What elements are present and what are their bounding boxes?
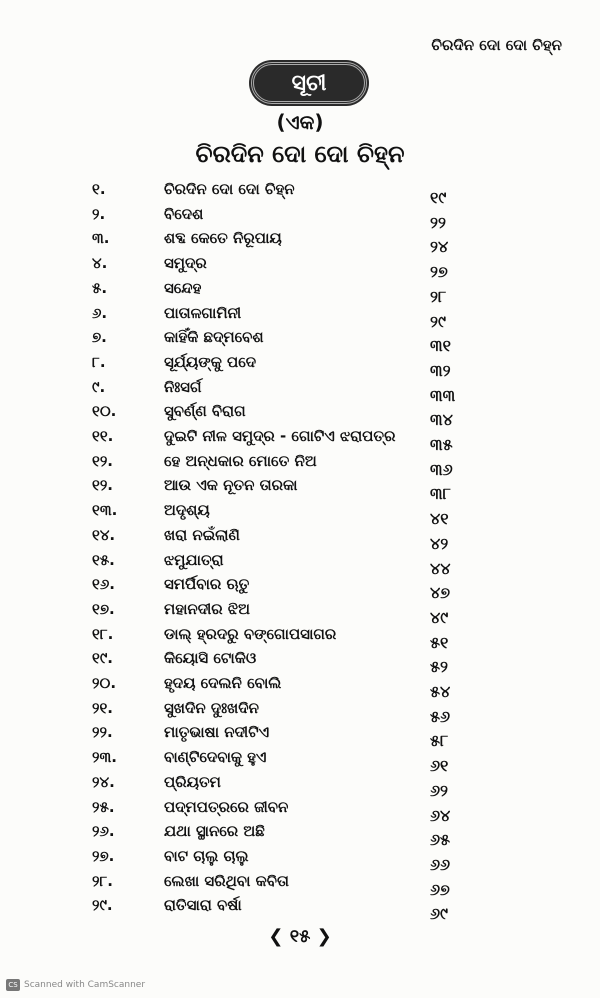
toc-entry (0, 550, 600, 578)
toc-entry-number: ୨୬. (92, 822, 115, 841)
toc-entry (0, 352, 600, 380)
toc-entry-title: ମହାନଦୀର ଝିଅ (164, 599, 250, 618)
toc-entry (0, 575, 600, 603)
toc-entry (0, 476, 600, 504)
toc-entry-title: କିୟୋସି ଟୋକିଓ (164, 649, 257, 668)
toc-entry-page: ୩୪ (430, 410, 453, 430)
toc-entry-page: ୬୨ (430, 780, 449, 800)
section-title: ଚିରଦିନ ଦୋ ଦୋ ଚିହ୍ନ (195, 140, 405, 168)
running-header: ଚିରଦିନ ଦୋ ଦୋ ଚିହ୍ନ (431, 36, 562, 54)
toc-entry-number: ୬. (92, 303, 108, 322)
toc-entry (0, 649, 600, 677)
toc-entry (0, 229, 600, 257)
toc-entry-page: ୫୮ (430, 731, 449, 751)
toc-entry (0, 303, 600, 331)
toc-entry-title: ଆଉ ଏକ ନୂତନ ତାରକା (164, 476, 298, 495)
toc-entry (0, 822, 600, 850)
toc-entry-title: ଅଦୃଶ୍ୟ (164, 501, 210, 520)
toc-entry-number: ୧. (92, 180, 106, 198)
toc-entry-page: ୫୪ (430, 682, 451, 701)
toc-entry-title: ସୁବର୍ଣ୍ଣ ବିରାଗ (164, 402, 246, 421)
toc-entry-number: ୨୯. (92, 896, 113, 915)
toc-entry-page: ୬୭ (430, 879, 450, 899)
toc-entry-title: ସୂର୍ଯ୍ୟଙ୍କୁ ପଦେ (164, 352, 257, 371)
section-number: (ଏକ) (276, 110, 324, 134)
toc-entry (0, 674, 600, 701)
toc-entry (0, 180, 600, 207)
toc-entry-title: କାହିଁକି ଛଦ୍ମବେଶ (164, 328, 264, 347)
toc-entry-title: ସନ୍ଦେହ (164, 278, 202, 297)
toc-entry-title: ନିଃସର୍ଗ (164, 377, 202, 396)
toc-entry (0, 896, 600, 924)
toc-entry-title: ସୁଖଦିନ ଦୁଃଖଦିନ (164, 698, 259, 717)
scanner-watermark (6, 979, 145, 991)
toc-entry-number: ୫. (92, 278, 108, 297)
toc-entry-title: ସମୁଦ୍ର (164, 254, 207, 273)
toc-entry-number: ୧୭. (92, 599, 115, 618)
toc-entry (0, 599, 600, 627)
toc-entry-title: ଖରା ନଇଁଲାଣି (164, 525, 240, 544)
toc-entry-number: ୨୮. (92, 871, 113, 890)
toc-entry (0, 402, 600, 430)
toc-entry-title: ଝମୁଯାତ୍ରା (164, 550, 224, 569)
toc-entry-title: ଯଥା ସ୍ଥାନରେ ଅଛି (164, 822, 265, 841)
toc-entry-page: ୨୪ (430, 237, 449, 257)
toc-entry-number: ୧୪. (92, 525, 116, 544)
toc-entry-title: ଲେଖା ସରିଥିବା କବିତା (164, 871, 289, 890)
toc-entry-number: ୧୬. (92, 575, 115, 594)
toc-entry-page: ୬୪ (430, 805, 451, 825)
toc-entry-title: ଚିରଦିନ ଦୋ ଦୋ ଚିହ୍ନ (164, 180, 295, 198)
toc-entry-page: ୩୩ (430, 385, 456, 405)
toc-entry-title: ବାଣ୍ଟିଦେବାକୁ ହୁଏ (164, 748, 267, 767)
toc-entry-page: ୫୬ (430, 706, 451, 726)
toc-entry-number: ୨୫. (92, 797, 115, 816)
toc-entry-number: ୧୨. (92, 476, 113, 495)
toc-entry-number: ୪. (92, 254, 108, 273)
toc-entry-title: ବିଦେଶ (164, 204, 204, 223)
toc-entry-title: ମାତୃଭାଷା ନଦୀଟିଏ (164, 723, 270, 742)
toc-entry-page: ୪୪ (430, 558, 451, 578)
toc-entry-page: ୬୫ (430, 830, 451, 850)
toc-entry-page: ୨୮ (430, 286, 447, 306)
toc-entry-page: ୬୯ (430, 904, 449, 924)
toc-entry-number: ୩. (92, 229, 110, 248)
toc-entry-page: ୪୨ (430, 533, 449, 553)
toc-entry (0, 698, 600, 726)
toc-entry-number: ୨୧. (92, 698, 113, 717)
toc-entry-page: ୩୨ (430, 360, 451, 380)
toc-entry (0, 377, 600, 405)
toc-entry-page: ୨୭ (430, 262, 448, 282)
toc-entry (0, 772, 600, 800)
toc-entry-page: ୪୭ (430, 583, 451, 603)
toc-entry-number: ୧୩. (92, 501, 118, 520)
toc-entry-page: ୧୯ (430, 188, 447, 207)
toc-entry-number: ୨୨. (92, 723, 113, 742)
toc-entry-page: ୩୧ (430, 336, 451, 356)
toc-entry-title: ସମର୍ପିବାର ଋତୁ (164, 575, 250, 594)
toc-entry-page: ୫୨ (430, 657, 448, 677)
toc-entry-number: ୧୫. (92, 550, 115, 569)
toc-entry-title: ପ୍ରିୟତମ (164, 772, 221, 791)
contents-banner (251, 62, 367, 104)
camscanner-icon: CS (6, 979, 20, 991)
toc-entry-title: ଡାଲ୍ ହ୍ରଦରୁ ବଙ୍ଗୋପସାଗର (164, 624, 337, 643)
toc-entry-title: ହେ ଅନ୍ଧକାର ମୋତେ ନିଅ (164, 451, 317, 470)
toc-entry-page: ୬୧ (430, 756, 449, 776)
toc-entry-number: ୨. (92, 204, 106, 223)
page-number: ❮ ୧୫ ❯ (268, 926, 332, 947)
toc-entry-title: ଦୁଇଟି ନୀଳ ସମୁଦ୍ର - ଗୋଟିଏ ଝରାପତ୍ର (164, 427, 396, 445)
toc-entry (0, 278, 600, 306)
toc-entry (0, 748, 600, 776)
toc-entry (0, 427, 600, 454)
toc-entry-title: ରାତିସାରା ବର୍ଷା (164, 896, 242, 915)
toc-entry-number: ୧୮. (92, 624, 114, 643)
toc-entry (0, 797, 600, 825)
toc-entry-number: ୯. (92, 377, 106, 396)
toc-entry-title: ହୃଦୟ ଦେଲନି ବୋଲି (164, 674, 282, 692)
toc-entry-title: ଶବ୍ଦ କେତେ ନିରୂପାୟ (164, 229, 282, 248)
toc-entry-number: ୮. (92, 352, 106, 371)
toc-entry-page: ୩୬ (430, 459, 453, 479)
toc-entry-number: ୭. (92, 328, 107, 347)
toc-entry-title: ପଦ୍ମପତ୍ରରେ ଜୀବନ (164, 797, 289, 816)
toc-entry-page: ୪୯ (430, 607, 449, 627)
toc-entry-number: ୧୧. (92, 427, 114, 445)
toc-entry-number: ୨୭. (92, 846, 115, 865)
banner-label: ସୂଚୀ (291, 70, 327, 96)
toc-entry (0, 846, 600, 874)
toc-entry (0, 525, 600, 553)
toc-entry (0, 624, 600, 652)
toc-entry-number: ୨୪. (92, 772, 115, 791)
toc-entry-number: ୧୦. (92, 402, 117, 421)
toc-entry-page: ୩୫ (430, 435, 453, 454)
toc-entry-page: ୬୬ (430, 854, 451, 874)
toc-entry (0, 328, 600, 356)
toc-entry-number: ୧୨. (92, 451, 113, 470)
toc-entry-title: ବାଟ ଚାଲୁ ଚାଲୁ (164, 846, 249, 865)
scanner-text: Scanned with CamScanner (24, 980, 146, 990)
toc-entry-page: ୩୮ (430, 484, 451, 504)
toc-entry-number: ୨୦. (92, 674, 117, 692)
toc-entry (0, 204, 600, 232)
toc-entry-number: ୨୩. (92, 748, 117, 767)
toc-entry (0, 254, 600, 282)
toc-entry-page: ୨୨ (430, 212, 446, 232)
toc-entry-page: ୪୧ (430, 509, 449, 529)
toc-entry-number: ୧୯. (92, 649, 113, 668)
toc-entry (0, 501, 600, 529)
toc-entry-page: ୫୧ (430, 632, 449, 652)
toc-entry (0, 871, 600, 899)
toc-entry (0, 451, 600, 479)
toc-entry (0, 723, 600, 751)
toc-entry-page: ୨୯ (430, 311, 446, 331)
toc-entry-title: ପାତାଳଗାମିନୀ (164, 303, 242, 322)
